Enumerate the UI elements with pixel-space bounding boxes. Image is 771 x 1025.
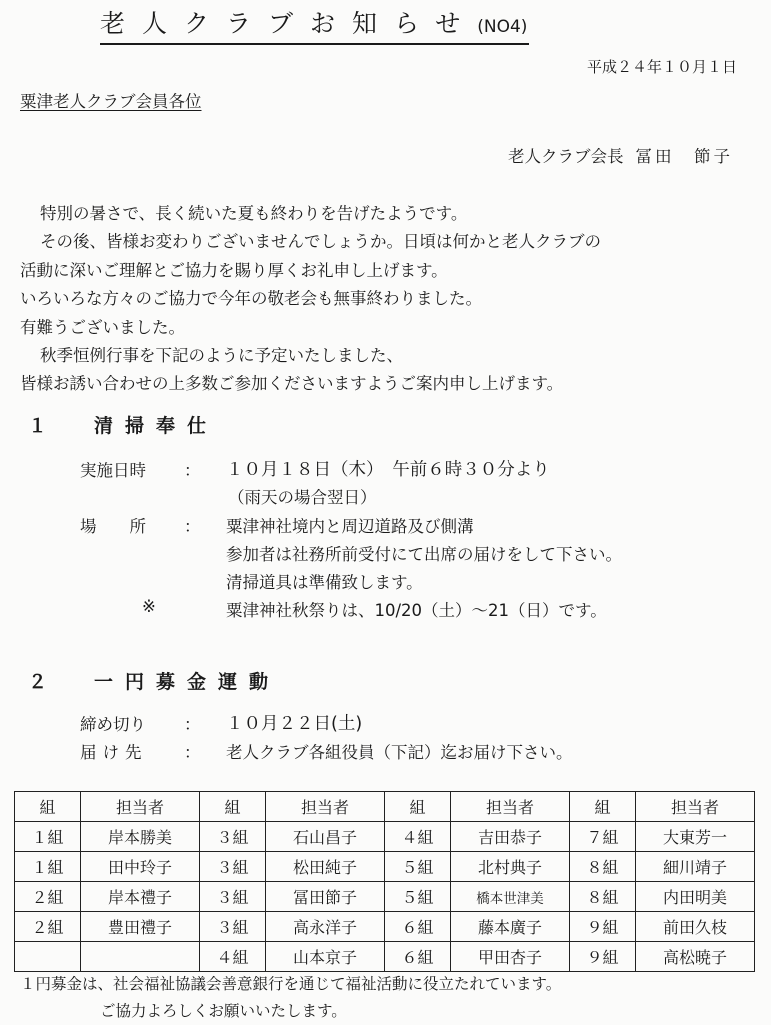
person-cell: 高永洋子 — [266, 912, 385, 942]
group-cell: ３組 — [200, 852, 266, 882]
group-cell — [15, 942, 81, 972]
intro-line: いろいろな方々のご協力で今年の敬老会も無事終わりました。 — [20, 289, 482, 308]
colon: ： — [184, 517, 201, 536]
group-cell: ６組 — [385, 912, 451, 942]
person-cell: 橋本世津美 — [451, 882, 570, 912]
person-cell: 甲田杏子 — [451, 942, 570, 972]
section2-title: 一円募金運動 — [94, 671, 281, 693]
section2-heading — [28, 667, 280, 694]
section1-date-value: １０月１８日（木） 午前６時３０分より — [226, 460, 550, 480]
title-number: (NO4) — [477, 17, 528, 37]
addressee: 粟津老人クラブ会員各位 — [20, 92, 202, 111]
sender — [508, 143, 733, 167]
column-header: 組 — [15, 792, 81, 822]
section2-number: ２ — [28, 671, 48, 693]
table-row — [15, 882, 755, 912]
group-cell: ８組 — [570, 852, 636, 882]
intro-line: 活動に深いご理解とご協力を賜り厚くお礼申し上げます。 — [20, 261, 448, 280]
person-cell: 高松暁子 — [636, 942, 755, 972]
column-header: 担当者 — [266, 792, 385, 822]
group-cell: ５組 — [385, 882, 451, 912]
person-cell — [81, 942, 200, 972]
column-header: 担当者 — [636, 792, 755, 822]
footer-note: １円募金は、社会福祉協議会善意銀行を通じて福祉活動に役立たれています。 — [20, 975, 562, 993]
group-cell: ３組 — [200, 882, 266, 912]
section1-title: 清掃奉仕 — [94, 415, 219, 437]
person-cell: 藤本廣子 — [451, 912, 570, 942]
group-cell: ２組 — [15, 882, 81, 912]
title-text: 老人クラブお知らせ — [100, 9, 478, 38]
group-cell: １組 — [15, 852, 81, 882]
person-cell: 大東芳一 — [636, 822, 755, 852]
footer-closing: ご協力よろしくお願いいたします。 — [100, 1002, 347, 1020]
colon: ： — [184, 715, 201, 734]
person-cell: 岸本勝美 — [81, 822, 200, 852]
person-cell: 岸本禮子 — [81, 882, 200, 912]
intro-line: 有難うございました。 — [20, 318, 185, 337]
table-row — [15, 852, 755, 882]
group-cell: ９組 — [570, 912, 636, 942]
person-cell: 細川靖子 — [636, 852, 755, 882]
group-cell: ９組 — [570, 942, 636, 972]
table-header-row — [15, 792, 755, 822]
intro-line: 特別の暑さで、長く続いた夏も終わりを告げたようです。 — [40, 204, 468, 223]
person-cell: 田中玲子 — [81, 852, 200, 882]
column-header: 担当者 — [451, 792, 570, 822]
note-mark: ※ — [142, 597, 156, 616]
table-row — [15, 942, 755, 972]
section1-date-label: 実施日時 — [80, 461, 146, 480]
group-cell: ４組 — [385, 822, 451, 852]
issue-date: 平成２４年１０月１日 — [586, 58, 737, 76]
column-header: 組 — [385, 792, 451, 822]
dest-value: 老人クラブ各組役員（下記）迄お届け下さい。 — [226, 743, 573, 762]
colon: ： — [184, 743, 201, 762]
person-cell: 冨田節子 — [266, 882, 385, 912]
section1-heading — [28, 411, 218, 438]
sender-name: 冨田 節子 — [635, 147, 733, 166]
person-cell: 北村典子 — [451, 852, 570, 882]
column-header: 担当者 — [81, 792, 200, 822]
festival-note: 粟津神社秋祭りは、10/20（土）～21（日）です。 — [226, 601, 607, 620]
group-cell: １組 — [15, 822, 81, 852]
group-cell: ３組 — [200, 912, 266, 942]
person-cell: 豊田禮子 — [81, 912, 200, 942]
place-note: 参加者は社務所前受付にて出席の届けをして下さい。 — [226, 545, 622, 564]
deadline-value: １０月２２日(土) — [226, 714, 363, 734]
section1-place-label: 場 所 — [80, 517, 146, 536]
group-cell: ７組 — [570, 822, 636, 852]
section1-number: １ — [28, 415, 48, 437]
column-header: 組 — [200, 792, 266, 822]
person-cell: 山本京子 — [266, 942, 385, 972]
intro-line: 皆様お誘い合わせの上多数ご参加くださいますようご案内申し上げます。 — [20, 374, 564, 393]
deadline-label: 締め切り — [80, 715, 146, 734]
colon: ： — [184, 461, 201, 480]
group-cell: ２組 — [15, 912, 81, 942]
group-cell: ６組 — [385, 942, 451, 972]
table-row — [15, 912, 755, 942]
column-header: 組 — [570, 792, 636, 822]
place-note: 清掃道具は準備致します。 — [226, 573, 423, 592]
section1-place-value: 粟津神社境内と周辺道路及び側溝 — [226, 517, 474, 536]
page-title — [100, 8, 529, 45]
sender-title: 老人クラブ会長 — [508, 147, 624, 166]
group-cell: ４組 — [200, 942, 266, 972]
intro-line: その後、皆様お変わりございませんでしょうか。日頃は何かと老人クラブの — [40, 232, 601, 251]
dest-label: 届け先 — [80, 743, 148, 762]
group-cell: ８組 — [570, 882, 636, 912]
roster-table — [14, 791, 755, 972]
group-cell: ５組 — [385, 852, 451, 882]
person-cell: 松田純子 — [266, 852, 385, 882]
person-cell: 内田明美 — [636, 882, 755, 912]
person-cell: 前田久枝 — [636, 912, 755, 942]
person-cell: 石山昌子 — [266, 822, 385, 852]
table-row — [15, 822, 755, 852]
intro-line: 秋季恒例行事を下記のように予定いたしました、 — [40, 346, 403, 365]
rain-note: （雨天の場合翌日） — [228, 488, 377, 507]
group-cell: ３組 — [200, 822, 266, 852]
person-cell: 吉田恭子 — [451, 822, 570, 852]
